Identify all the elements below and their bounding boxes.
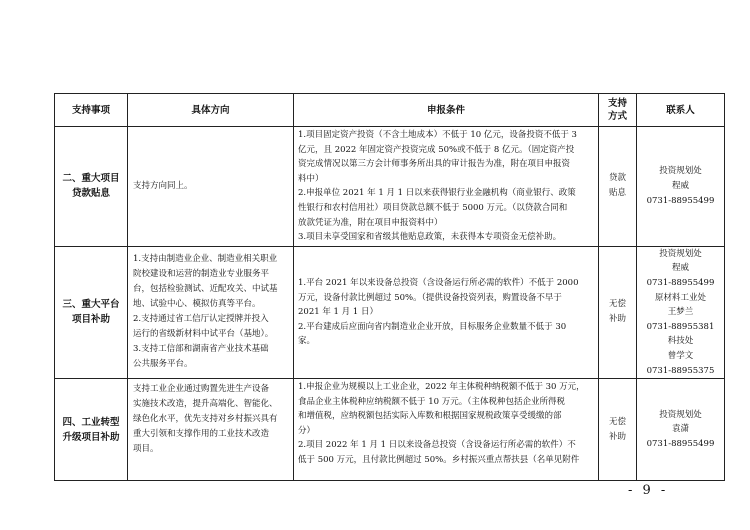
direction-line: 实施技术改造，提升高端化、智能化、 xyxy=(133,399,278,410)
contact-line: 科技处 xyxy=(667,336,694,347)
contact-line: 原材料工业处 xyxy=(654,292,706,303)
condition-line: 食品企业主体税种应纳税额不低于 10 万元。（主体税种包括企业所得税 xyxy=(298,396,565,407)
contact-line: 投资规划处 xyxy=(659,248,702,259)
direction-line: 台，包括检验测试、近配攻关、中试基 xyxy=(133,284,278,295)
direction-line: 地、试验中心、模拟仿真等平台。 xyxy=(133,299,261,310)
method-line: 贷款 xyxy=(608,173,626,184)
direction-cell xyxy=(128,127,294,247)
direction-cell xyxy=(128,246,294,378)
condition-line: 性银行和农村信用社）项目贷款总额不低于 5000 万元。（以贷款合同和 xyxy=(298,202,568,213)
contact-line: 程威 xyxy=(671,263,689,274)
page-number: - 9 - xyxy=(628,483,669,498)
support-item-line: 三、重大平台 xyxy=(62,299,120,311)
method-line: 补助 xyxy=(608,431,626,442)
condition-line: 家。 xyxy=(298,336,316,347)
direction-line: 2.支持通过省工信厅认定授牌并投入 xyxy=(133,314,269,325)
contact-line: 袁潇 xyxy=(671,424,689,435)
table-row xyxy=(55,246,725,378)
method-line: 无偿 xyxy=(608,416,626,427)
support-item-cell xyxy=(55,246,128,378)
condition-line: 亿元，且 2022 年固定资产投资完成 50%或不低于 8 亿元。（固定资产投 xyxy=(298,144,575,155)
condition-line: 1.项目固定资产投资（不含土地成本）不低于 10 亿元，设备投资不低于 3 xyxy=(298,130,577,140)
contact-cell xyxy=(637,379,725,481)
condition-line: 放款凭证为准，附在项目申报资料中） xyxy=(298,217,443,228)
contact-line: 曾学文 xyxy=(667,350,694,361)
direction-line: 支持方向同上。 xyxy=(133,180,193,191)
conditions-cell xyxy=(294,127,599,247)
condition-line: 2.平台建成后应面向省内制造业企业开放，目标服务企业数量不低于 30 xyxy=(298,321,567,332)
table-row xyxy=(55,127,725,247)
header-contact: 联系人 xyxy=(637,94,725,127)
conditions-cell xyxy=(294,379,599,481)
support-item-line: 贷款贴息 xyxy=(71,188,110,200)
support-policy-table xyxy=(54,93,725,481)
condition-line: 资完成情况以第三方会计师事务所出具的审计报告为准，附在项目申报资 xyxy=(298,159,571,170)
direction-line: 1.支持由制造业企业、制造业相关职业 xyxy=(133,254,278,265)
contact-cell xyxy=(637,246,725,378)
condition-line: 1.平台 2021 年以来设备总投资（含设备运行所必需的软件）不低于 2000 xyxy=(298,277,579,288)
header-support-method xyxy=(599,94,637,127)
contact-line: 0731-88955499 xyxy=(646,438,715,449)
support-item-cell xyxy=(55,127,128,247)
contact-line: 0731-88955499 xyxy=(646,195,715,206)
direction-line: 院校建设和运营的制造业专业服务平 xyxy=(133,269,270,280)
support-method-cell xyxy=(599,127,637,247)
direction-line: 项目。 xyxy=(133,444,159,455)
condition-line: 万元，设备付款比例超过 50%。（提供设备投资列表，购置设备不早于 xyxy=(298,292,562,303)
header-conditions: 申报条件 xyxy=(294,94,599,127)
direction-line: 公共服务平台。 xyxy=(133,359,193,370)
direction-line: 3.支持工信部和湖南省产业技术基础 xyxy=(133,344,269,355)
support-method-cell xyxy=(599,379,637,481)
contact-cell xyxy=(637,127,725,247)
method-line: 贴息 xyxy=(608,188,626,199)
condition-line: 和增值税，应纳税额包括实际入库数和根据国家规税政策享受缓缴的部 xyxy=(298,411,562,422)
contact-line: 0731-88955381 xyxy=(646,321,715,332)
condition-line: 1.申报企业为规模以上工业企业，2022 年主体税种纳税额不低于 30 万元， xyxy=(298,382,585,393)
condition-line: 低于 500 万元，且付款比例超过 50%。乡村振兴重点帮扶县（名单见附件 xyxy=(298,455,580,466)
support-item-line: 升级项目补助 xyxy=(62,431,120,443)
condition-line: 2.申报单位 2021 年 1 月 1 日以来获得银行业金融机构（商业银行、政策 xyxy=(298,188,576,199)
direction-cell xyxy=(128,379,294,481)
contact-line: 投资规划处 xyxy=(659,166,702,177)
contact-line: 王梦兰 xyxy=(667,307,694,318)
direction-line: 绿色化水平，优先支持对乡村振兴具有 xyxy=(133,414,278,425)
direction-line: 支持工业企业通过购置先进生产设备 xyxy=(133,384,270,395)
condition-line: 2021 年 1 月 1 日） xyxy=(298,307,378,318)
support-item-cell xyxy=(55,379,128,481)
direction-line: 重大引领和支撑作用的工业技术改造 xyxy=(133,429,270,440)
table-row xyxy=(55,379,725,481)
direction-line: 运行的省级新材料中试平台（基地）。 xyxy=(133,329,274,340)
contact-line: 0731-88955499 xyxy=(646,277,715,288)
condition-line: 分） xyxy=(298,425,316,436)
method-line: 补助 xyxy=(608,314,626,325)
header-direction: 具体方向 xyxy=(128,94,294,127)
contact-line: 程威 xyxy=(671,181,689,192)
condition-line: 料中） xyxy=(298,173,324,184)
conditions-cell xyxy=(294,246,599,378)
header-method-line2: 方式 xyxy=(607,111,627,122)
header-method-line1: 支持 xyxy=(607,98,627,109)
support-item-line: 四、工业转型 xyxy=(62,416,120,428)
support-item-line: 项目补助 xyxy=(71,314,110,326)
contact-line: 投资规划处 xyxy=(659,409,702,420)
method-line: 无偿 xyxy=(608,299,626,310)
support-method-cell xyxy=(599,246,637,378)
contact-line: 0731-88955375 xyxy=(646,365,715,376)
table-header-row xyxy=(55,94,725,127)
support-item-line: 二、重大项目 xyxy=(62,173,120,185)
condition-line: 2.项目 2022 年 1 月 1 日以来设备总投资（含设备运行所必需的软件）不 xyxy=(298,440,576,451)
header-support-item: 支持事项 xyxy=(55,94,128,127)
condition-line: 3.项目未享受国家和省级其他贴息政策，未获得本专项资金无偿补助。 xyxy=(298,232,562,243)
